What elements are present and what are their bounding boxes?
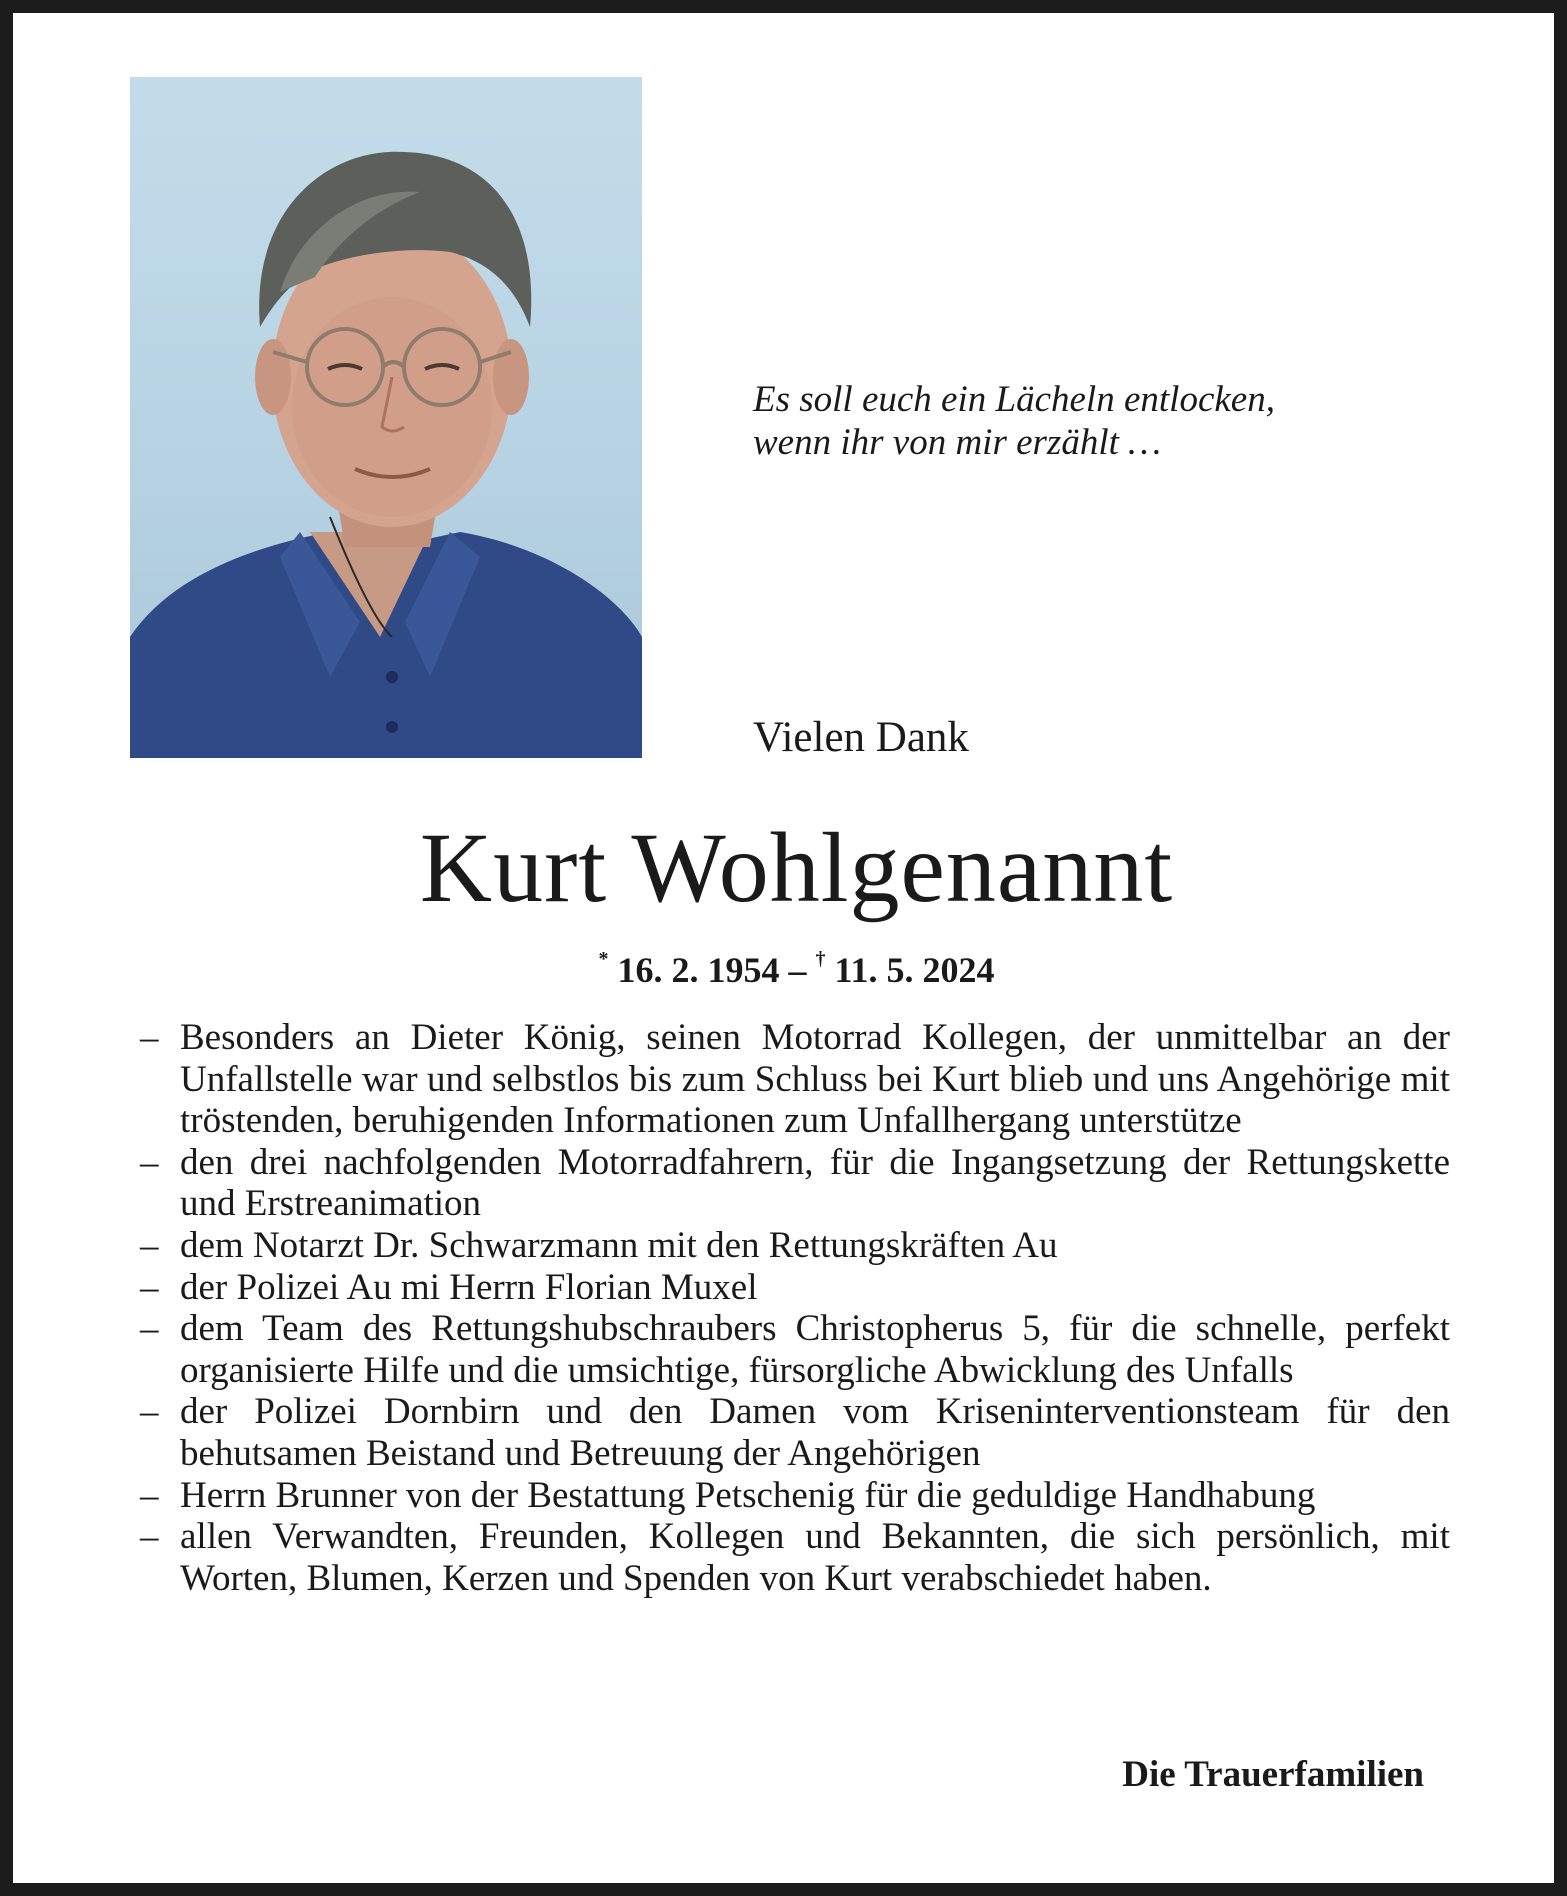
list-dash: – (140, 1224, 159, 1266)
quote-line-2: wenn ihr von mir erzählt … (753, 422, 1162, 463)
date-separator: – (779, 950, 816, 990)
birth-symbol: * (598, 948, 609, 970)
list-item-text: allen Verwandten, Freunden, Kollegen und Bekannten, die sich persönlich, mit Worten, Blumen, Kerzen und Spenden von Kurt verabschiedet haben. (180, 1516, 1450, 1599)
portrait-illustration (130, 77, 642, 758)
list-item (140, 1017, 1450, 1142)
list-dash: – (140, 1308, 159, 1350)
list-item-text: der Polizei Dornbirn und den Damen vom Kriseninterventionsteam für den behutsamen Beistand und Betreuung der Angehörigen (180, 1391, 1450, 1474)
death-date: 11. 5. 2024 (825, 950, 995, 990)
thanks-heading: Vielen Dank (753, 714, 969, 761)
signature: Die Trauerfamilien (1122, 1754, 1424, 1795)
portrait-photo (130, 77, 642, 758)
list-dash: – (140, 1141, 159, 1183)
quote-line-1: Es soll euch ein Lächeln entlocken, (753, 379, 1275, 420)
list-item (140, 1391, 1450, 1474)
list-dash: – (140, 1516, 159, 1558)
list-dash: – (140, 1391, 159, 1433)
memorial-quote (753, 378, 1275, 464)
list-item (140, 1475, 1450, 1517)
list-item (140, 1225, 1450, 1267)
list-item-text: dem Notarzt Dr. Schwarzmann mit den Rettungskräften Au (180, 1224, 1058, 1266)
list-dash: – (140, 1474, 159, 1516)
thanks-list (140, 1017, 1450, 1599)
death-symbol: † (815, 948, 826, 970)
list-item-text: Herrn Brunner von der Bestattung Petschenig für die geduldige Handhabung (180, 1474, 1316, 1516)
list-item (140, 1516, 1450, 1599)
list-dash: – (140, 1266, 159, 1308)
list-item (140, 1308, 1450, 1391)
list-item (140, 1142, 1450, 1225)
list-item-text: Besonders an Dieter König, seinen Motorrad Kollegen, der unmittelbar an der Unfallstelle war und selbstlos bis zum Schluss bei Kurt blieb und uns Angehörige mit tröstenden, beruhigenden Informationen zum Unfallhergang unterstütze (180, 1017, 1450, 1142)
list-item (140, 1267, 1450, 1309)
list-item-text: dem Team des Rettungshubschraubers Christopherus 5, für die schnelle, perfekt organisierte Hilfe und die umsichtige, fürsorgliche Abwicklung des Unfalls (180, 1308, 1450, 1391)
list-item-text: den drei nachfolgenden Motorradfahrern, für die Ingangsetzung der Rettungskette und Erstreanimation (180, 1141, 1450, 1225)
list-dash: – (140, 1017, 159, 1058)
life-dates (13, 941, 1567, 992)
list-item-text: der Polizei Au mi Herrn Florian Muxel (180, 1266, 758, 1308)
birth-date: 16. 2. 1954 (608, 950, 780, 990)
deceased-name: Kurt Wohlgenannt (419, 812, 1174, 923)
